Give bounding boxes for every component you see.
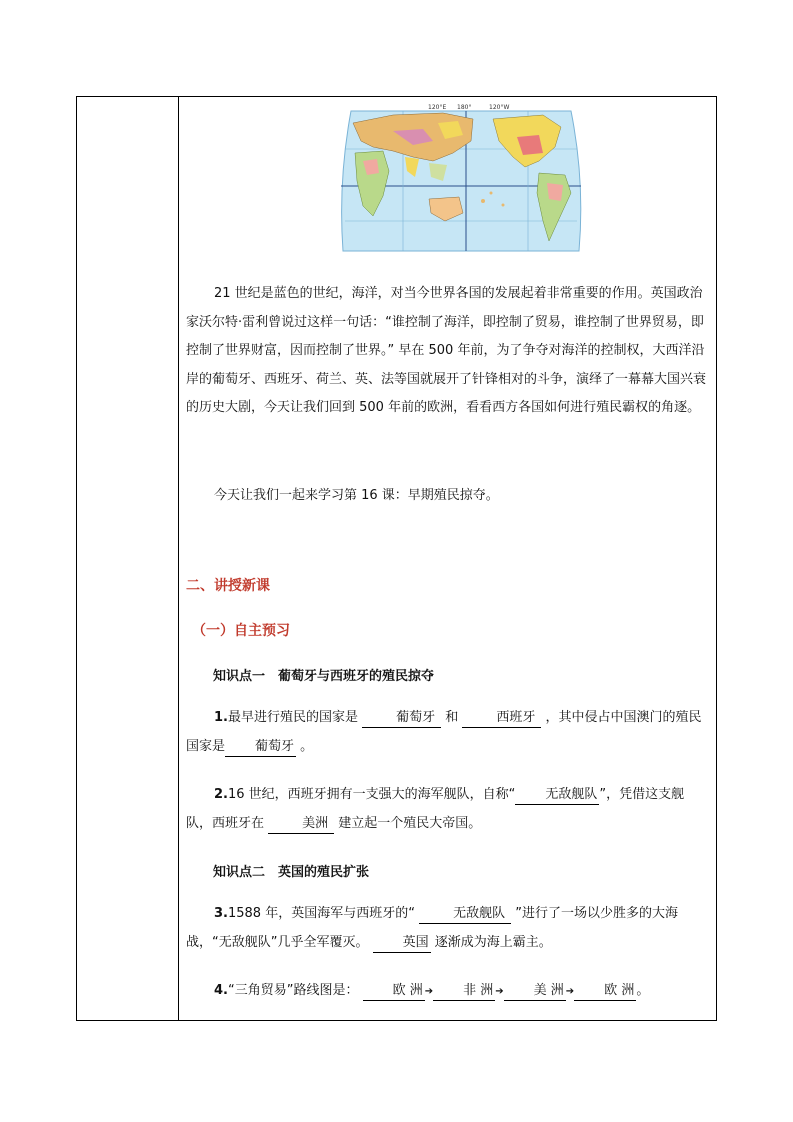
q1-text-a: 最早进行殖民的国家是 [227, 710, 363, 725]
q1-answer-3: 葡萄牙 [225, 738, 296, 757]
q4-number: 4. [214, 983, 228, 998]
question-1 [186, 704, 710, 761]
lesson-intro: 今天让我们一起来学习第 16 课：早期殖民掠夺。 [214, 488, 499, 503]
q2-answer-2: 美洲 [268, 815, 334, 834]
world-map-image [333, 101, 589, 261]
q4-text-a: “三角贸易”路线图是： [227, 983, 363, 998]
q4-route-4: 欧 洲 [574, 982, 636, 1001]
knowledge-point-1-title: 知识点一 葡萄牙与西班牙的殖民掠夺 [213, 669, 435, 684]
q1-text-c: ，其中侵占中国澳门的殖民国家是 [186, 710, 702, 754]
map-label-2: 180° [457, 104, 472, 111]
knowledge-point-2-title: 知识点二 英国的殖民扩张 [213, 865, 370, 880]
q3-text-a: 1588 年，英国海军与西班牙的“ [227, 906, 420, 921]
q2-text-b: ”，凭借这支舰队，西班牙在 [186, 787, 685, 831]
question-4 [186, 977, 710, 1007]
route-arrow-icon: ➔ [565, 986, 575, 997]
q1-text-b: 和 [441, 710, 463, 725]
q2-answer-1: 无敌舰队 [515, 786, 599, 805]
q3-number: 3. [214, 906, 228, 921]
q1-answer-2: 西班牙 [462, 709, 541, 728]
map-label-3: 120°W [489, 104, 510, 111]
q4-end: 。 [636, 983, 650, 998]
q4-route-3: 美 洲 [504, 982, 566, 1001]
q2-text-c: 建立起一个殖民大帝国。 [334, 815, 482, 831]
intro-paragraph: 21 世纪是蓝色的世纪，海洋，对当今世界各国的发展起着非常重要的作用。英国政治家沃尔特·雷利曾说过这样一句话：“谁控制了海洋，即控制了贸易，谁控制了世界贸易，即控制了世界财富，因而控制了世界。” 早在 500 年前，为了争夺对海洋的控制权，大西洋沿岸的葡萄牙、西班牙、荷兰、英、法等国就展开了针锋相对的斗争，演绎了一幕幕大国兴衰的历史大剧，今天让我们回到 500 年前的欧洲，看看西方各国如何进行殖民霸权的角逐。 [186, 286, 707, 415]
q3-answer-2: 英国 [373, 934, 431, 953]
q3-text-c: 逐渐成为海上霸主。 [430, 934, 552, 950]
question-3 [186, 900, 710, 957]
q1-answer-1: 葡萄牙 [362, 709, 441, 728]
q1-number: 1. [214, 710, 228, 725]
table-column-divider [178, 96, 179, 1021]
q1-text-d: 。 [296, 738, 314, 754]
route-arrow-icon: ➔ [495, 986, 504, 997]
section-title: 二、讲授新课 [186, 578, 270, 594]
q2-number: 2. [214, 787, 228, 802]
q4-route-1: 欧 洲 [363, 982, 425, 1001]
route-arrow-icon: ➔ [424, 986, 434, 997]
q2-text-a: 16 世纪，西班牙拥有一支强大的海军舰队，自称“ [227, 787, 516, 802]
q3-answer-1: 无敌舰队 [419, 905, 511, 924]
q4-route-2: 非 洲 [433, 982, 495, 1001]
subsection-title: （一）自主预习 [192, 623, 290, 639]
map-label-1: 120°E [428, 104, 447, 111]
question-2 [186, 781, 710, 838]
q3-text-b: ”进行了一场以少胜多的大海战，“无敌舰队”几乎全军覆灭。 [186, 906, 678, 950]
